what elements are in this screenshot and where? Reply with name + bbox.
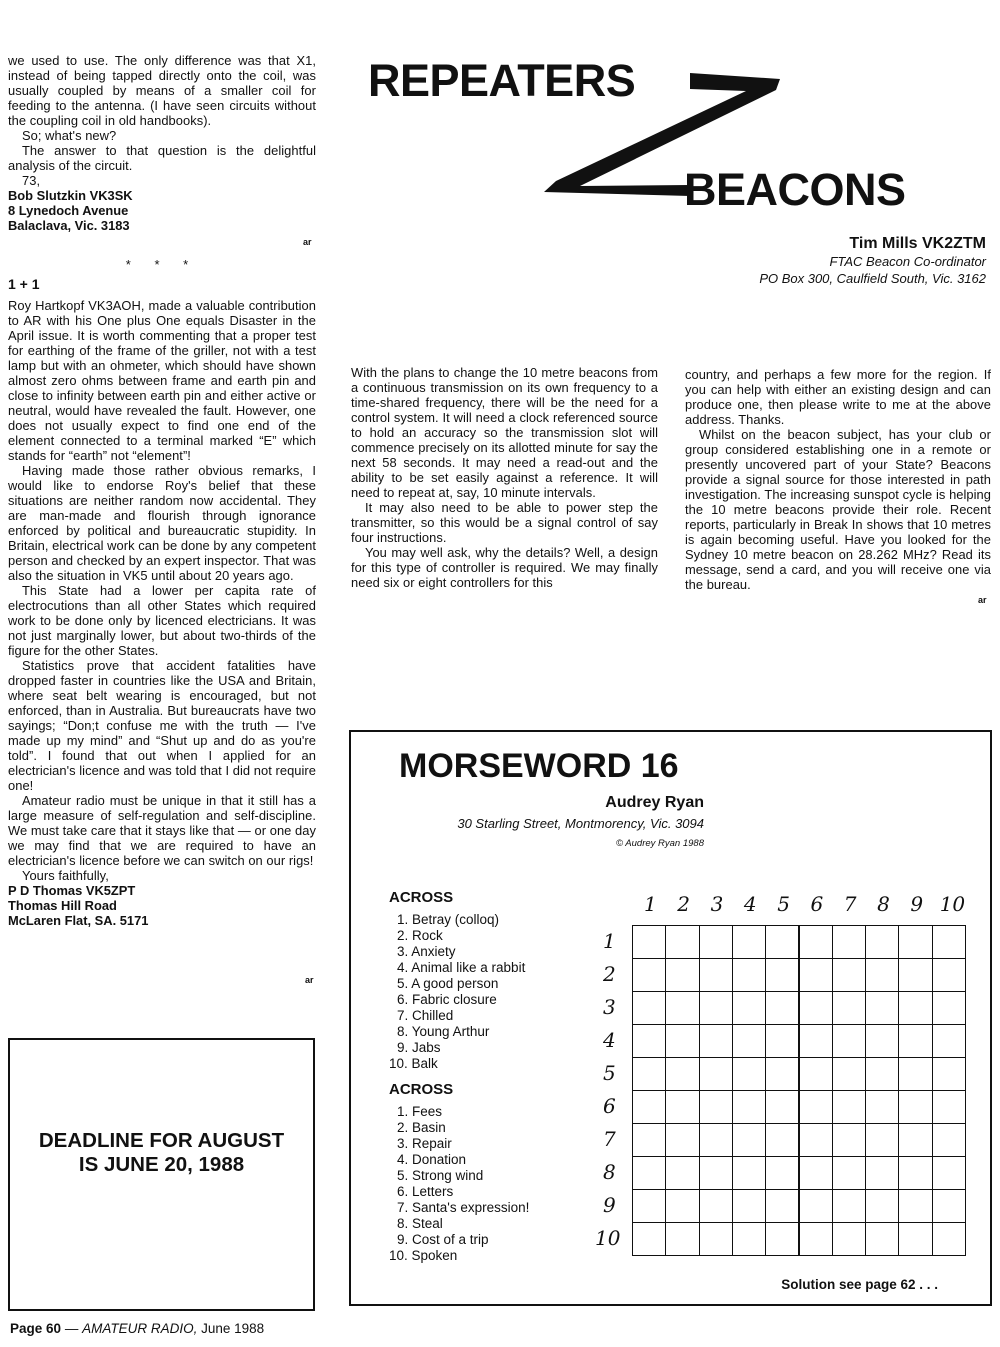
grid-cell[interactable] <box>665 958 699 992</box>
paragraph: Amateur radio must be unique in that it still has a large measure of self-regulation and self-discipline. We must take care that it stays like that — or one day we may find that we are required to have an electrician's licence before we can switch on our rigs! <box>8 793 316 868</box>
ar-mark: ar <box>303 237 312 247</box>
row-number: 4 <box>603 1028 616 1052</box>
column-number: 7 <box>843 892 857 916</box>
grid-cell[interactable] <box>699 991 733 1025</box>
title-beacons: BEACONS <box>684 164 906 215</box>
grid-cell[interactable] <box>665 1222 699 1256</box>
grid-cell[interactable] <box>932 1024 966 1058</box>
column-number: 3 <box>710 892 724 916</box>
grid-cell[interactable] <box>865 925 899 959</box>
grid-cell[interactable] <box>832 1024 866 1058</box>
grid-cell[interactable] <box>632 1156 666 1190</box>
grid-cell[interactable] <box>732 1156 766 1190</box>
grid-cell[interactable] <box>665 1189 699 1223</box>
ar-mark: ar <box>305 975 314 985</box>
grid-cell[interactable] <box>732 991 766 1025</box>
clue-item: 9. Cost of a trip <box>397 1232 489 1247</box>
paragraph: we used to use. The only difference was that X1, instead of being tapped directly onto the coil, was usually coupled by means of a smaller coil for feeding to the antenna. (I have seen circuits without the coupling coil in old handbooks). <box>8 53 316 128</box>
grid-cell[interactable] <box>799 1189 833 1223</box>
grid-cell[interactable] <box>665 1057 699 1091</box>
grid-cell[interactable] <box>932 958 966 992</box>
row-number: 5 <box>603 1061 616 1085</box>
grid-cell[interactable] <box>832 1189 866 1223</box>
clue-item: 3. Repair <box>397 1136 452 1151</box>
grid-cell[interactable] <box>832 958 866 992</box>
article-column-2 <box>685 367 991 592</box>
grid-cell[interactable] <box>799 1156 833 1190</box>
grid-cell[interactable] <box>699 1222 733 1256</box>
grid-cell[interactable] <box>699 1123 733 1157</box>
grid-cell[interactable] <box>765 1123 799 1157</box>
grid-cell[interactable] <box>865 1222 899 1256</box>
grid-cell[interactable] <box>932 1189 966 1223</box>
grid-cell[interactable] <box>832 1222 866 1256</box>
paragraph: Whilst on the beacon subject, has your club or group considered establishing one in a remote or presently uncovered part of your State? Beacons provide a signal source for those interested in path investigation. The increasing sunspot cycle is helping the 10 metre beacons provide their role. Recent reports, particularly in Break In shows that 10 metres is again becoming useful. Have you looked for the Sydney 10 metre beacon on 28.262 MHz? Read its message, send a card, and you will receive one via the bureau. <box>685 427 991 592</box>
grid-cell[interactable] <box>632 991 666 1025</box>
row-number: 7 <box>603 1127 616 1151</box>
grid-cell[interactable] <box>865 1090 899 1124</box>
clue-item: 6. Fabric closure <box>397 992 497 1007</box>
clue-item: 6. Letters <box>397 1184 454 1199</box>
grid-cell[interactable] <box>865 1024 899 1058</box>
grid-cell[interactable] <box>632 1057 666 1091</box>
grid-cell[interactable] <box>665 925 699 959</box>
paragraph: Yours faithfully, <box>22 868 109 883</box>
clue-item: 10. Spoken <box>389 1248 458 1263</box>
clue-item: 3. Anxiety <box>397 944 456 959</box>
grid-cell[interactable] <box>865 958 899 992</box>
signature-line: P D Thomas VK5ZPT <box>8 883 136 898</box>
grid-cell[interactable] <box>898 1123 932 1157</box>
paragraph: The answer to that question is the delightful analysis of the circuit. <box>8 143 316 173</box>
paragraph: country, and perhaps a few more for the region. If you can help with either an existing design and can produce one, then please write to me at the above address. Thanks. <box>685 367 991 427</box>
grid-cell[interactable] <box>832 925 866 959</box>
paragraph: This State had a lower per capita rate of electrocutions than all other States which required work to be done only by licenced electricians. It was not just marginally lower, but about two-thirds of the figure for the other States. <box>8 583 316 658</box>
magazine-name: AMATEUR RADIO, <box>82 1321 198 1336</box>
grid-cell[interactable] <box>799 1222 833 1256</box>
row-numbers <box>581 925 629 1255</box>
clue-heading: ACROSS <box>389 889 454 906</box>
grid-cell[interactable] <box>632 958 666 992</box>
clue-heading: ACROSS <box>389 1081 454 1098</box>
grid-cell[interactable] <box>932 1222 966 1256</box>
grid-cell[interactable] <box>699 925 733 959</box>
grid-cell[interactable] <box>632 1090 666 1124</box>
clue-item: 7. Chilled <box>397 1008 454 1023</box>
author-role: FTAC Beacon Co-ordinator <box>829 254 986 269</box>
row-number: 9 <box>603 1193 616 1217</box>
grid-cell[interactable] <box>799 925 833 959</box>
column-number: 6 <box>810 892 824 916</box>
column-numbers <box>632 892 965 922</box>
grid-cell[interactable] <box>799 991 833 1025</box>
author-name: Tim Mills VK2ZTM <box>849 235 986 252</box>
clue-list-1 <box>389 888 609 1072</box>
signature-line: 8 Lynedoch Avenue <box>8 203 129 218</box>
grid-cell[interactable] <box>932 1156 966 1190</box>
grid-cell[interactable] <box>799 1057 833 1091</box>
clue-item: 4. Animal like a rabbit <box>397 960 526 975</box>
grid-cell[interactable] <box>699 958 733 992</box>
grid-cell[interactable] <box>699 1156 733 1190</box>
paragraph: So; what's new? <box>22 128 117 143</box>
grid-cell[interactable] <box>932 925 966 959</box>
grid-cell[interactable] <box>898 1090 932 1124</box>
grid-cell[interactable] <box>665 1123 699 1157</box>
grid-cell[interactable] <box>865 991 899 1025</box>
grid-cell[interactable] <box>732 1123 766 1157</box>
title-repeaters: REPEATERS <box>368 55 636 106</box>
section-separator: * * * <box>125 257 199 272</box>
clue-item: 5. Strong wind <box>397 1168 484 1183</box>
grid-cell[interactable] <box>898 1189 932 1223</box>
grid-cell[interactable] <box>932 1090 966 1124</box>
author-address: PO Box 300, Caulfield South, Vic. 3162 <box>759 271 986 286</box>
row-number: 3 <box>603 995 616 1019</box>
grid-cell[interactable] <box>632 1024 666 1058</box>
signature-line: Balaclava, Vic. 3183 <box>8 218 130 233</box>
clue-item: 9. Jabs <box>397 1040 441 1055</box>
grid-cell[interactable] <box>898 1057 932 1091</box>
grid-cell[interactable] <box>765 925 799 959</box>
row-number: 1 <box>603 929 616 953</box>
column-number: 10 <box>939 892 966 916</box>
grid-cell[interactable] <box>832 1090 866 1124</box>
footer-dash: — <box>64 1321 79 1336</box>
clue-item: 8. Young Arthur <box>397 1024 490 1039</box>
grid-cell[interactable] <box>865 1189 899 1223</box>
grid-cell[interactable] <box>699 1057 733 1091</box>
grid-cell[interactable] <box>799 1090 833 1124</box>
grid-cell[interactable] <box>699 1024 733 1058</box>
grid-cell[interactable] <box>765 991 799 1025</box>
grid-cell[interactable] <box>865 1123 899 1157</box>
grid-cell[interactable] <box>665 1024 699 1058</box>
paragraph: It may also need to be able to power step the transmitter, so this would be a signal control of say four instructions. <box>351 500 658 545</box>
morseword-box <box>349 730 992 1306</box>
crossword-grid[interactable] <box>632 925 965 1255</box>
grid-cell[interactable] <box>732 1222 766 1256</box>
byline <box>759 234 986 287</box>
clue-item: 2. Basin <box>397 1120 446 1135</box>
grid-cell[interactable] <box>898 925 932 959</box>
grid-cell[interactable] <box>765 1156 799 1190</box>
paragraph: 73, <box>22 173 41 188</box>
grid-cell[interactable] <box>732 958 766 992</box>
column-number: 9 <box>910 892 924 916</box>
grid-cell[interactable] <box>665 991 699 1025</box>
grid-cell[interactable] <box>765 1057 799 1091</box>
grid-cell[interactable] <box>732 1057 766 1091</box>
clue-item: 5. A good person <box>397 976 499 991</box>
paragraph: Statistics prove that accident fatalities have dropped faster in countries like the USA and Britain, where seat belt wearing is encouraged, but not enforced, than in Australia. But bureaucrats have two sayings; “Don;t confuse me with the truth — I've made up my mind” and “Shut up and do as you're told”. I found that out when I applied for an electrician's licence and was told that I did not require one! <box>8 658 316 793</box>
deadline-line-2: IS JUNE 20, 1988 <box>78 1153 245 1176</box>
grid-cell[interactable] <box>632 925 666 959</box>
deadline-line-1: DEADLINE FOR AUGUST <box>38 1129 285 1152</box>
grid-cell[interactable] <box>632 1123 666 1157</box>
column-number: 1 <box>644 892 657 916</box>
grid-cell[interactable] <box>732 1189 766 1223</box>
row-number: 6 <box>603 1094 616 1118</box>
grid-cell[interactable] <box>632 1189 666 1223</box>
grid-cell[interactable] <box>732 1024 766 1058</box>
paragraph: Roy Hartkopf VK3AOH, made a valuable contribution to AR with his One plus One equals Disaster in the April issue. It is worth commenting that a proper test for earthing of the frame of the griller, not with a test lamp but with an ohmeter, which should have shown almost zero ohms between frame and earth pin and close to infinity between earth pin and either active or neutral, would have revealed the fault. However, one does not usually expect to find one end of the element connected to a terminal marked “E” which stands for “earth” not “element”! <box>8 298 316 463</box>
grid-cell[interactable] <box>932 991 966 1025</box>
grid-cell[interactable] <box>932 1057 966 1091</box>
grid-cell[interactable] <box>865 1156 899 1190</box>
left-column <box>8 53 316 233</box>
signature-line: Thomas Hill Road <box>8 898 117 913</box>
morseword-copyright: © Audrey Ryan 1988 <box>616 838 704 849</box>
grid-cell[interactable] <box>765 958 799 992</box>
column-number: 4 <box>743 892 757 916</box>
morseword-title: MORSEWORD 16 <box>399 747 679 785</box>
grid-cell[interactable] <box>765 1222 799 1256</box>
grid-cell[interactable] <box>732 925 766 959</box>
clue-item: 10. Balk <box>389 1056 438 1071</box>
clue-list-2 <box>389 1080 609 1264</box>
grid-cell[interactable] <box>699 1189 733 1223</box>
paragraph: You may well ask, why the details? Well, a design for this type of controller is required. We may finally need six or eight controllers for this <box>351 545 658 590</box>
row-number: 8 <box>603 1160 616 1184</box>
page-footer <box>10 1321 264 1336</box>
grid-cell[interactable] <box>898 991 932 1025</box>
grid-cell[interactable] <box>932 1123 966 1157</box>
morseword-address: 30 Starling Street, Montmorency, Vic. 3094 <box>457 816 704 831</box>
grid-cell[interactable] <box>799 958 833 992</box>
paragraph: Having made those rather obvious remarks, I would like to endorse Roy's belief that these situations are neither random now accidental. They are man-made and flourish through ignorance enforced by political and bureaucratic stupidity. In Britain, electrical work can be done by any competent person and checked by an expert inspector. That was also the situation in VK5 until about 20 years ago. <box>8 463 316 583</box>
grid-cell[interactable] <box>799 1024 833 1058</box>
section-heading: 1 + 1 <box>8 276 40 292</box>
grid-cell[interactable] <box>699 1090 733 1124</box>
grid-cell[interactable] <box>832 1156 866 1190</box>
clue-item: 1. Fees <box>397 1104 443 1119</box>
clue-item: 8. Steal <box>397 1216 443 1231</box>
column-number: 8 <box>877 892 890 916</box>
grid-cell[interactable] <box>732 1090 766 1124</box>
grid-cell[interactable] <box>898 958 932 992</box>
grid-cell[interactable] <box>665 1090 699 1124</box>
paragraph: With the plans to change the 10 metre beacons from a continuous transmission on its own frequency to a time-shared frequency, there will be the need for a control system. It will need a clock referenced source to hold an accuracy so the transmission slot will commence precisely on its allotted minute for say the next 58 seconds. It may need a read-out and the ability to be set easily against a reference. It will need to repeat at, say, 10 minute intervals. <box>351 365 658 500</box>
deadline-box <box>8 1038 315 1311</box>
grid-cell[interactable] <box>665 1156 699 1190</box>
grid-cell[interactable] <box>799 1123 833 1157</box>
clue-item: 4. Donation <box>397 1152 467 1167</box>
grid-cell[interactable] <box>632 1222 666 1256</box>
grid-cell[interactable] <box>898 1024 932 1058</box>
letter-body <box>8 298 316 928</box>
issue-date: June 1988 <box>201 1321 265 1336</box>
column-number: 5 <box>777 892 790 916</box>
ar-mark: ar <box>978 595 987 605</box>
clue-item: 7. Santa's expression! <box>397 1200 530 1215</box>
signature-line: McLaren Flat, SA. 5171 <box>8 913 149 928</box>
article-column-1 <box>351 365 658 590</box>
grid-cell[interactable] <box>898 1222 932 1256</box>
clue-item: 1. Betray (colloq) <box>397 912 500 927</box>
column-number: 2 <box>677 892 691 916</box>
row-number: 2 <box>603 962 616 986</box>
grid-cell[interactable] <box>865 1057 899 1091</box>
row-number: 10 <box>595 1226 621 1250</box>
grid-cell[interactable] <box>832 991 866 1025</box>
signature-line: Bob Slutzkin VK3SK <box>8 188 133 203</box>
grid-cell[interactable] <box>765 1090 799 1124</box>
solution-note: Solution see page 62 . . . <box>781 1277 938 1292</box>
grid-cell[interactable] <box>832 1057 866 1091</box>
page-number: Page 60 <box>10 1321 62 1336</box>
grid-cell[interactable] <box>765 1024 799 1058</box>
grid-cell[interactable] <box>765 1189 799 1223</box>
clue-item: 2. Rock <box>397 928 443 943</box>
morseword-author: Audrey Ryan <box>605 794 704 811</box>
grid-cell[interactable] <box>832 1123 866 1157</box>
grid-cell[interactable] <box>898 1156 932 1190</box>
